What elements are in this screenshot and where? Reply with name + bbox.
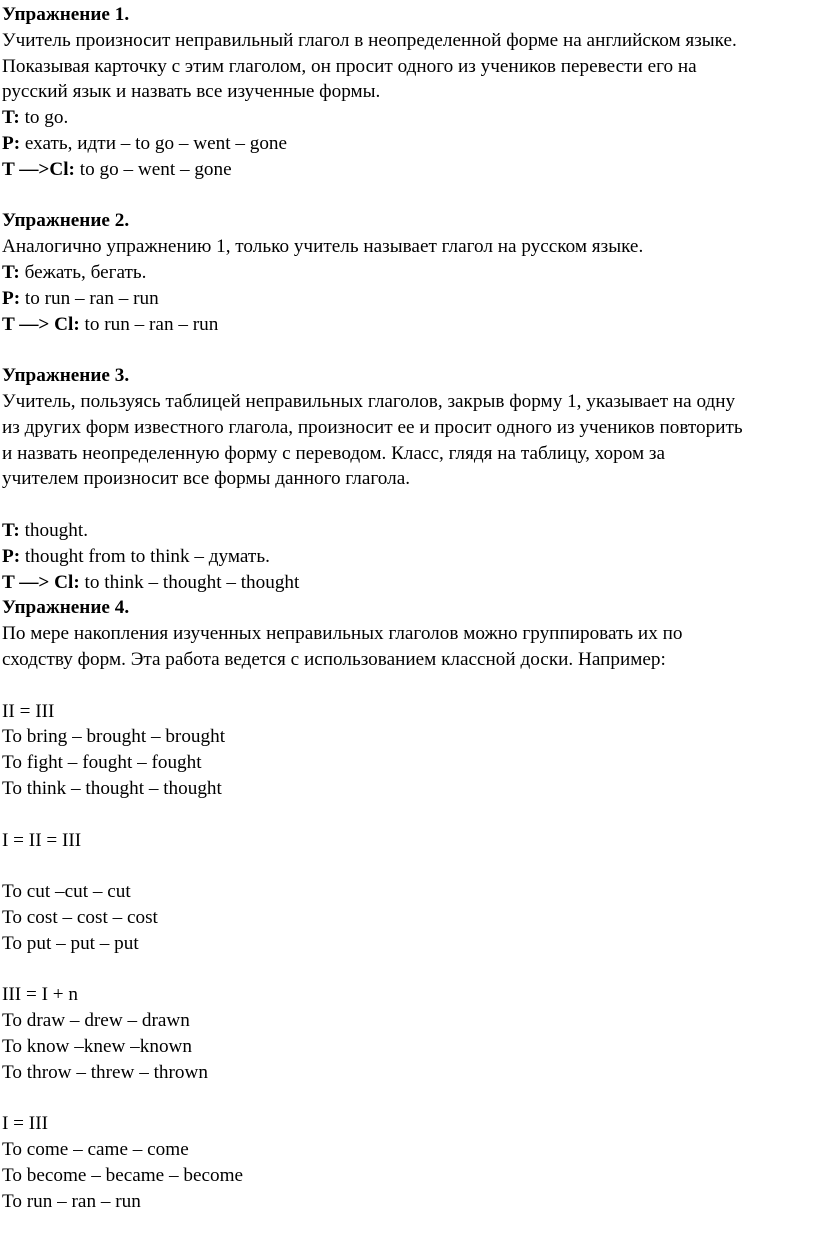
- verb-group: [2, 1111, 816, 1214]
- pupil-label: P:: [2, 287, 21, 309]
- spacer: [2, 673, 816, 699]
- teacher-text: to go.: [19, 107, 69, 129]
- verb-forms-line: To come – came – come: [2, 1139, 189, 1161]
- exercise-title: Упражнение 4.: [2, 597, 130, 619]
- group-formula: I = III: [2, 1113, 48, 1135]
- exercise-title: Упражнение 1.: [2, 4, 130, 25]
- verb-forms-line: To draw – drew – drawn: [2, 1010, 190, 1032]
- spacer: [2, 337, 816, 363]
- teacher-line: [2, 260, 816, 286]
- exercise-description-line: Показывая карточку с этим глаголом, он просит одного из учеников перевести его на: [2, 55, 697, 77]
- group-formula: II = III: [2, 700, 55, 722]
- teacher-class-label: T —>Cl:: [2, 158, 75, 180]
- pupil-label: P:: [2, 545, 21, 567]
- verb-forms-line: To become – became – become: [2, 1164, 244, 1186]
- spacer: [2, 1085, 816, 1111]
- teacher-class-label: T —> Cl:: [2, 571, 80, 593]
- spacer: [2, 853, 816, 879]
- verb-forms-line: To fight – fought – fought: [2, 752, 202, 774]
- teacher-label: T:: [2, 107, 20, 129]
- verb-forms-line: To run – ran – run: [2, 1190, 141, 1212]
- teacher-class-line: [2, 312, 816, 338]
- teacher-class-text: to run – ran – run: [79, 313, 219, 335]
- pupil-text: to run – ran – run: [20, 287, 159, 309]
- teacher-text: thought.: [19, 519, 88, 541]
- exercise-description-line: учителем произносит все формы данного глагола.: [2, 468, 411, 490]
- verb-forms-line: To think – thought – thought: [2, 777, 222, 799]
- pupil-text: ехать, идти – to go – went – gone: [20, 132, 288, 154]
- teacher-label: T:: [2, 261, 20, 283]
- exercise-4: [2, 595, 816, 1214]
- exercise-description-line: и назвать неопределенную форму с переводом. Класс, глядя на таблицу, хором за: [2, 442, 665, 464]
- verb-group: [2, 699, 816, 802]
- exercise-3: [2, 363, 816, 595]
- exercise-2: [2, 208, 816, 337]
- pupil-line: [2, 286, 816, 312]
- teacher-text: бежать, бегать.: [19, 261, 147, 283]
- teacher-label: T:: [2, 519, 20, 541]
- exercise-title: Упражнение 3.: [2, 365, 130, 387]
- verb-forms-line: To put – put – put: [2, 932, 139, 954]
- verb-forms-line: To throw – threw – thrown: [2, 1061, 208, 1083]
- verb-group: [2, 828, 816, 957]
- group-formula: I = II = III: [2, 829, 82, 851]
- pupil-line: [2, 544, 816, 570]
- exercise-description-line: сходству форм. Эта работа ведется с использованием классной доски. Например:: [2, 648, 666, 670]
- spacer: [2, 492, 816, 518]
- exercise-description-line: из других форм известного глагола, произносит ее и просит одного из учеников повторить: [2, 416, 743, 438]
- pupil-label: P:: [2, 132, 21, 154]
- exercise-1: [2, 2, 816, 183]
- spacer: [2, 956, 816, 982]
- teacher-line: [2, 518, 816, 544]
- teacher-class-text: to think – thought – thought: [79, 571, 300, 593]
- exercise-title: Упражнение 2.: [2, 210, 130, 232]
- exercise-description-line: Аналогично упражнению 1, только учитель называет глагол на русском языке.: [2, 236, 644, 258]
- exercise-description-line: русский язык и назвать все изученные формы.: [2, 81, 381, 103]
- exercise-description-line: По мере накопления изученных неправильных глаголов можно группировать их по: [2, 623, 683, 645]
- verb-forms-line: To cost – cost – cost: [2, 906, 158, 928]
- teacher-class-label: T —> Cl:: [2, 313, 80, 335]
- exercise-description-line: Учитель произносит неправильный глагол в неопределенной форме на английском языке.: [2, 29, 737, 51]
- teacher-class-text: to go – went – gone: [74, 158, 232, 180]
- verb-group: [2, 982, 816, 1085]
- teacher-line: [2, 105, 816, 131]
- spacer: [2, 802, 816, 828]
- exercise-description-line: Учитель, пользуясь таблицей неправильных глаголов, закрыв форму 1, указывает на одну: [2, 390, 736, 412]
- verb-forms-line: To know –knew –known: [2, 1035, 192, 1057]
- spacer: [2, 183, 816, 209]
- pupil-text: thought from to think – думать.: [20, 545, 270, 567]
- teacher-class-line: [2, 157, 816, 183]
- verb-forms-line: To bring – brought – brought: [2, 726, 226, 748]
- group-formula: III = I + n: [2, 984, 78, 1006]
- verb-forms-line: To cut –cut – cut: [2, 881, 131, 903]
- teacher-class-line: [2, 570, 816, 596]
- pupil-line: [2, 131, 816, 157]
